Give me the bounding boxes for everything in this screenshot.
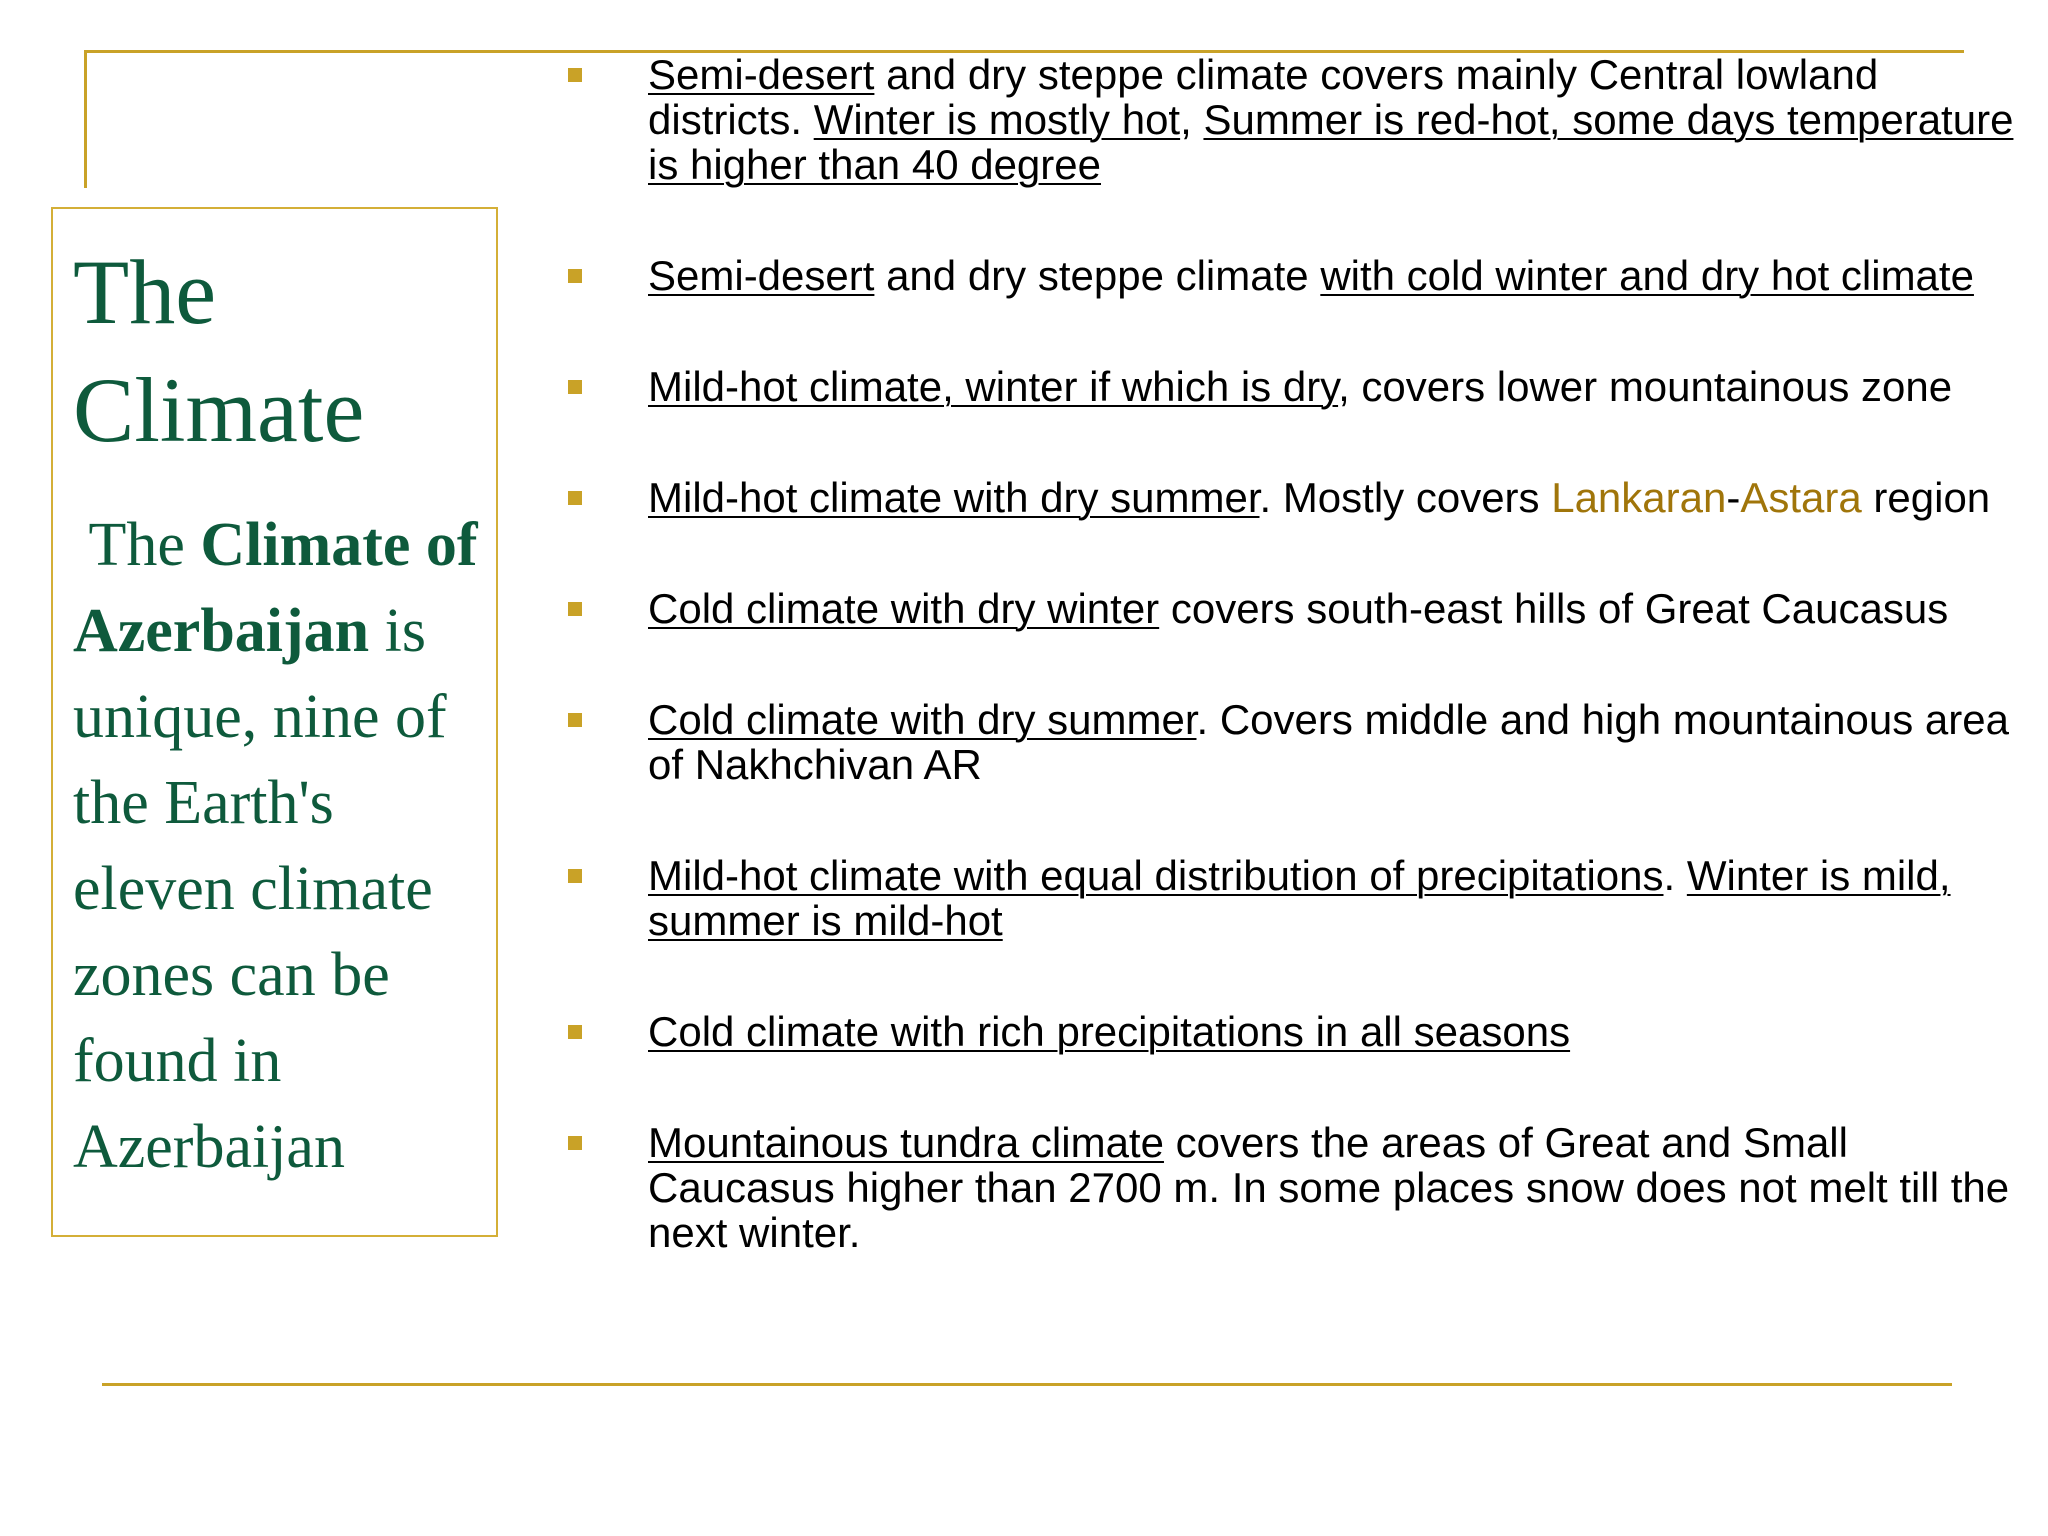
underlined-link: Mild-hot climate with equal distribution of precipitations — [648, 852, 1664, 899]
bullet-text: . — [1663, 852, 1687, 899]
bullet-text: covers south-east hills of Great Caucasus — [1159, 585, 1949, 632]
bullet-text: - — [1726, 474, 1741, 521]
place-name: Astara — [1740, 474, 1862, 521]
list-item — [568, 253, 2038, 298]
underlined-link: Cold climate with dry summer — [648, 696, 1197, 743]
list-item — [568, 52, 2038, 187]
square-bullet-icon — [568, 491, 582, 505]
bullet-text: covers the areas of Great and Small Caucasus higher than 2700 m. In some places snow does not melt till the next winter. — [648, 1119, 2010, 1256]
underlined-link: Mountainous tundra climate — [648, 1119, 1164, 1166]
square-bullet-icon — [568, 602, 582, 616]
bottom-rule — [102, 1383, 1952, 1386]
square-bullet-icon — [568, 713, 582, 727]
bullet-text: . Mostly covers — [1259, 474, 1552, 521]
place-name: Lankaran — [1551, 474, 1727, 521]
bullet-text: region — [1861, 474, 1991, 521]
list-item — [568, 1009, 2038, 1054]
underlined-link: Semi-desert — [648, 51, 875, 98]
underlined-link: Semi-desert — [648, 252, 875, 299]
list-item — [568, 1120, 2038, 1255]
underlined-link: Cold climate with rich precipitations in all seasons — [648, 1008, 1571, 1055]
square-bullet-icon — [568, 1136, 582, 1150]
bold-term: Climate of Azerbaijan — [73, 511, 478, 665]
square-bullet-icon — [568, 380, 582, 394]
list-item — [568, 364, 2038, 409]
square-bullet-icon — [568, 269, 582, 283]
underlined-link: Mild-hot climate with dry summer — [648, 474, 1260, 521]
left-vertical-rule — [84, 50, 87, 188]
square-bullet-icon — [568, 68, 582, 82]
intro-rest: is unique, nine of the Earth's eleven climate zones can be found in Azerbaijan — [73, 597, 447, 1181]
underlined-link: Winter is mild, summer is mild-hot — [648, 852, 1951, 944]
underlined-link: Winter is mostly hot — [813, 96, 1181, 143]
climate-zone-list — [568, 52, 2038, 1321]
underlined-link: Mild-hot climate, winter if which is dry — [648, 363, 1339, 410]
bullet-text: and dry steppe climate — [874, 252, 1321, 299]
bullet-text: and dry steppe climate covers mainly Central lowland districts. — [648, 51, 1879, 143]
underlined-link: Cold climate with dry winter — [648, 585, 1160, 632]
slide-title: The Climate — [73, 241, 365, 461]
bullet-text: , covers lower mountainous zone — [1338, 363, 1953, 410]
underlined-link: Summer is red-hot, some days temperature is higher than 40 degree — [648, 96, 2014, 188]
list-item — [568, 475, 2038, 520]
underlined-link: with cold winter and dry hot climate — [1320, 252, 1974, 299]
title-panel — [51, 207, 498, 1237]
list-item — [568, 586, 2038, 631]
bullet-text: , — [1180, 96, 1204, 143]
list-item — [568, 853, 2038, 943]
square-bullet-icon — [568, 869, 582, 883]
intro-word: The — [88, 511, 185, 579]
bullet-text: . Covers middle and high mountainous area of Nakhchivan AR — [648, 696, 2009, 788]
list-item — [568, 697, 2038, 787]
intro-paragraph — [73, 502, 503, 1190]
square-bullet-icon — [568, 1025, 582, 1039]
